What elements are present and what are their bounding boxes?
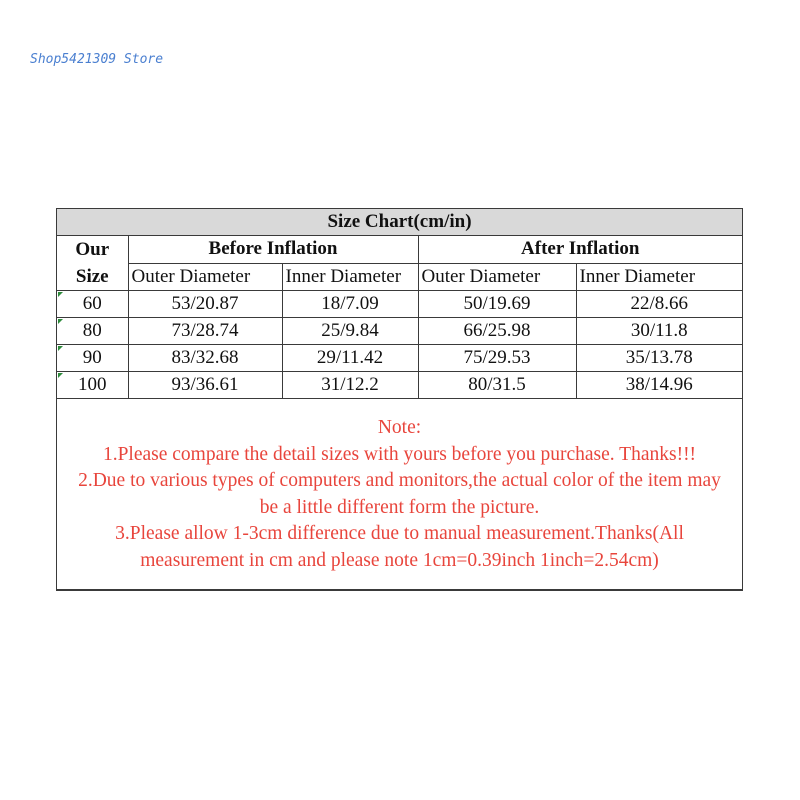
store-watermark: Shop5421309 Store [30,52,164,67]
size-cell [57,345,128,372]
table-row [57,318,742,345]
note-line-3a: 3.Please allow 1-3cm difference due to manual measurement.Thanks(All [115,523,684,544]
after-outer-cell: 50/19.69 [418,291,576,318]
after-inner-cell: 35/13.78 [576,345,742,372]
before-outer-cell: 53/20.87 [128,291,282,318]
before-inner-cell: 18/7.09 [282,291,418,318]
after-inner-cell: 22/8.66 [576,291,742,318]
size-value: 60 [82,293,102,314]
size-cell [57,291,128,318]
size-value: 90 [82,347,102,368]
after-inner-cell: 30/11.8 [576,318,742,345]
before-inner-cell: 29/11.42 [282,345,418,372]
note-heading: Note: [377,417,422,438]
size-chart-sheet [56,208,743,591]
before-inflation-header: Before Inflation [128,236,418,264]
before-inner-diameter-header: Inner Diameter [282,263,418,291]
size-chart-table [57,209,742,399]
note-line-3b: measurement in cm and please note 1cm=0.39inch 1inch=2.54cm) [140,549,659,571]
row-marker-icon [58,292,63,297]
after-inner-cell: 38/14.96 [576,372,742,399]
our-size-header-line2: Size [75,266,109,287]
before-outer-diameter-header: Outer Diameter [128,263,282,291]
size-chart-title: Size Chart(cm/in) [57,209,742,236]
notes-section [57,415,742,574]
after-outer-cell: 75/29.53 [418,345,576,372]
before-outer-cell: 93/36.61 [128,372,282,399]
size-cell [57,318,128,345]
sub-header-row [57,263,742,291]
our-size-header [57,236,128,291]
before-outer-cell: 83/32.68 [128,345,282,372]
after-outer-cell: 80/31.5 [418,372,576,399]
before-inner-cell: 25/9.84 [282,318,418,345]
after-inner-diameter-header: Inner Diameter [576,263,742,291]
table-row [57,372,742,399]
note-line-2b: be a little different form the picture. [259,496,540,518]
row-marker-icon [58,346,63,351]
group-header-row [57,236,742,264]
before-inner-cell: 31/12.2 [282,372,418,399]
table-title-row [57,209,742,236]
after-outer-cell: 66/25.98 [418,318,576,345]
size-value: 80 [82,320,102,341]
before-outer-cell: 73/28.74 [128,318,282,345]
table-row [57,345,742,372]
row-marker-icon [58,319,63,324]
after-outer-diameter-header: Outer Diameter [418,263,576,291]
note-line-1: 1.Please compare the detail sizes with yours before you purchase. Thanks!!! [102,443,697,465]
our-size-header-line1: Our [75,239,110,260]
row-marker-icon [58,373,63,378]
size-value: 100 [78,374,107,395]
after-inflation-header: After Inflation [418,236,742,264]
size-cell [57,372,128,399]
note-line-2a: 2.Due to various types of computers and monitors,the actual color of the item may [78,470,721,491]
table-row [57,291,742,318]
